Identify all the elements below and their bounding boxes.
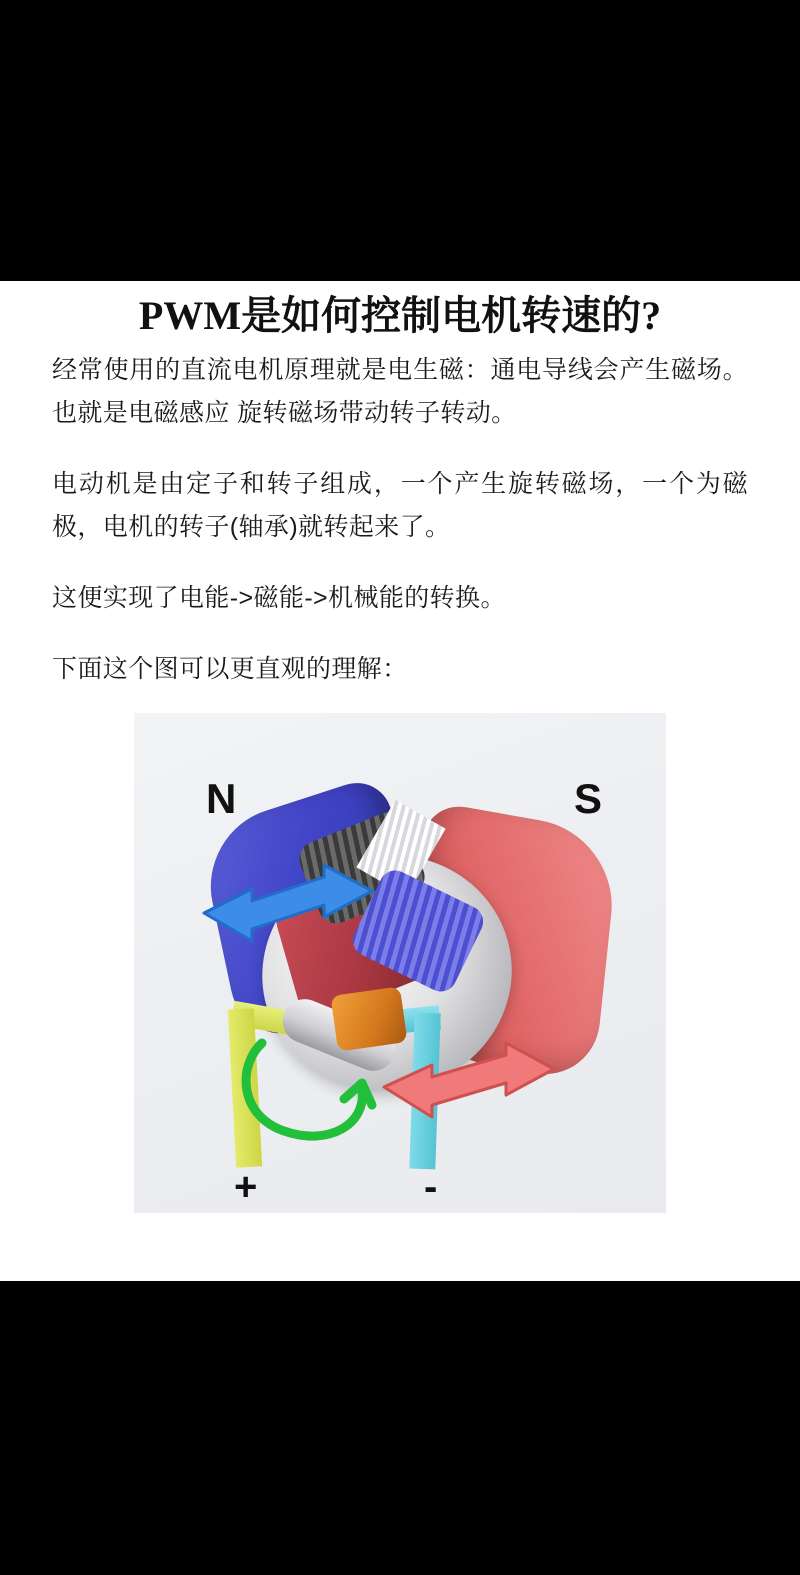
paragraph-3: 这便实现了电能->磁能->机械能的转换。 — [52, 584, 506, 612]
rotation-arrow-icon — [246, 1043, 372, 1136]
paragraph-1: 经常使用的直流电机原理就是电生磁：通电导线会产生磁场。也就是电磁感应 旋转磁场带动转子转动。 — [52, 356, 748, 427]
force-arrow-blue-icon — [204, 865, 372, 941]
article-content — [0, 281, 800, 1281]
positive-terminal-label: + — [234, 1165, 258, 1209]
south-pole-label: S — [574, 775, 603, 822]
diagram-arrows — [134, 713, 666, 1213]
dc-motor-diagram — [134, 713, 666, 1213]
paragraph-2: 电动机是由定子和转子组成，一个产生旋转磁场，一个为磁极，电机的转子(轴承)就转起来了。 — [52, 470, 748, 541]
letterbox-bottom — [0, 1281, 800, 1575]
paragraph-4: 下面这个图可以更直观的理解： — [52, 655, 408, 683]
north-pole-label: N — [206, 775, 237, 822]
figure-wrapper — [52, 713, 748, 1213]
negative-terminal-label: - — [424, 1165, 438, 1209]
force-arrow-red-icon — [384, 1043, 554, 1117]
letterbox-top — [0, 0, 800, 281]
page-title: PWM是如何控制电机转速的? — [138, 293, 662, 338]
